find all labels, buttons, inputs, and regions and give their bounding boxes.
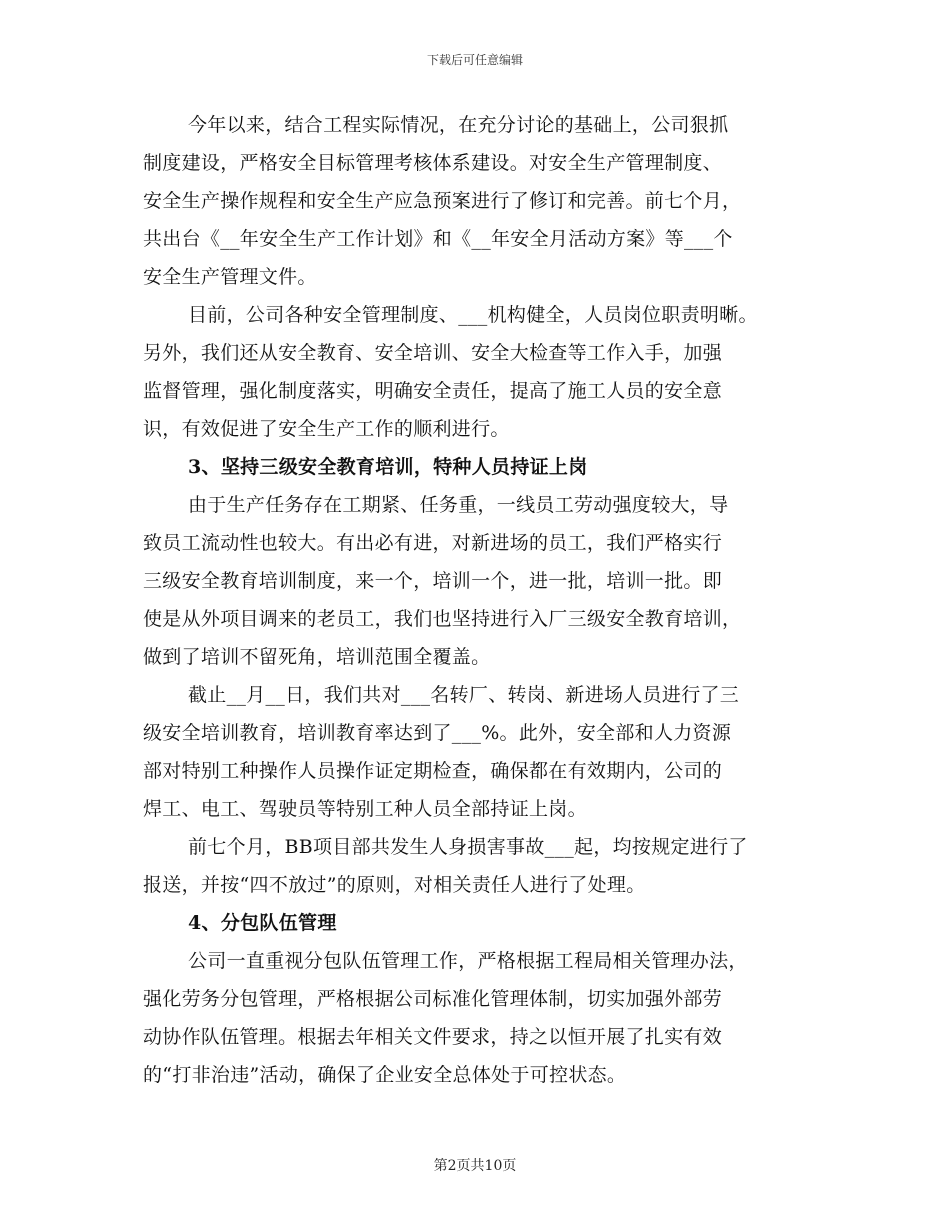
paragraph-line: 公司一直重视分包队伍管理工作，严格根据工程局相关管理办法， — [188, 950, 748, 972]
document-body — [143, 106, 833, 1094]
paragraph-line: 致员工流动性也较大。有出必有进，对新进场的员工，我们严格实行 — [143, 532, 723, 554]
paragraph-line: 今年以来，结合工程实际情况，在充分讨论的基础上，公司狠抓 — [188, 114, 729, 136]
paragraph-line: 的“打非治违”活动，确保了企业安全总体处于可控状态。 — [143, 1064, 627, 1086]
paragraph-line: 目前，公司各种安全管理制度、___机构健全，人员岗位职责明晰。 — [188, 304, 758, 326]
paragraph-line: 由于生产任务存在工期紧、任务重，一线员工劳动强度较大，导 — [188, 494, 729, 516]
paragraph-line: 安全生产操作规程和安全生产应急预案进行了修订和完善。前七个月， — [143, 190, 742, 212]
section-heading-4: 4、分包队伍管理 — [188, 912, 337, 934]
paragraph-line: 截止__月__日，我们共对___名转厂、转岗、新进场人员进行了三 — [188, 684, 740, 706]
paragraph-line: 制度建设，严格安全目标管理考核体系建设。对安全生产管理制度、 — [143, 152, 723, 174]
paragraph-line: 级安全培训教育，培训教育率达到了___%。此外，安全部和人力资源 — [143, 722, 732, 744]
paragraph-line: 强化劳务分包管理，严格根据公司标准化管理体制，切实加强外部劳 — [143, 988, 723, 1010]
paragraph-line: 三级安全教育培训制度，来一个，培训一个，进一批，培训一批。即 — [143, 570, 723, 592]
paragraph-line: 报送，并按“四不放过”的原则，对相关责任人进行了处理。 — [143, 874, 646, 896]
paragraph-line: 识，有效促进了安全生产工作的顺利进行。 — [143, 418, 510, 440]
paragraph-line: 另外，我们还从安全教育、安全培训、安全大检查等工作入手，加强 — [143, 342, 723, 364]
section-heading-3: 3、坚持三级安全教育培训，特种人员持证上岗 — [188, 456, 588, 478]
paragraph-line: 使是从外项目调来的老员工，我们也坚持进行入厂三级安全教育培训， — [143, 608, 742, 630]
paragraph-line: 动协作队伍管理。根据去年相关文件要求，持之以恒开展了扎实有效 — [143, 1026, 723, 1048]
paragraph-line: 安全生产管理文件。 — [143, 266, 317, 288]
paragraph-line: 焊工、电工、驾驶员等特别工种人员全部持证上岗。 — [143, 798, 587, 820]
paragraph-line: 部对特别工种操作人员操作证定期检查，确保都在有效期内，公司的 — [143, 760, 723, 782]
paragraph-line: 前七个月，BB项目部共发生人身损害事故___起，均按规定进行了 — [188, 836, 748, 858]
page-number-footer: 第2页共10页 — [433, 1158, 517, 1174]
paragraph-line: 监督管理，强化制度落实，明确安全责任，提高了施工人员的安全意 — [143, 380, 723, 402]
page-header: 下载后可任意编辑 — [426, 53, 523, 67]
paragraph-line: 做到了培训不留死角，培训范围全覆盖。 — [143, 646, 491, 668]
paragraph-line: 共出台《__年安全生产工作计划》和《__年安全月活动方案》等___个 — [143, 228, 733, 250]
